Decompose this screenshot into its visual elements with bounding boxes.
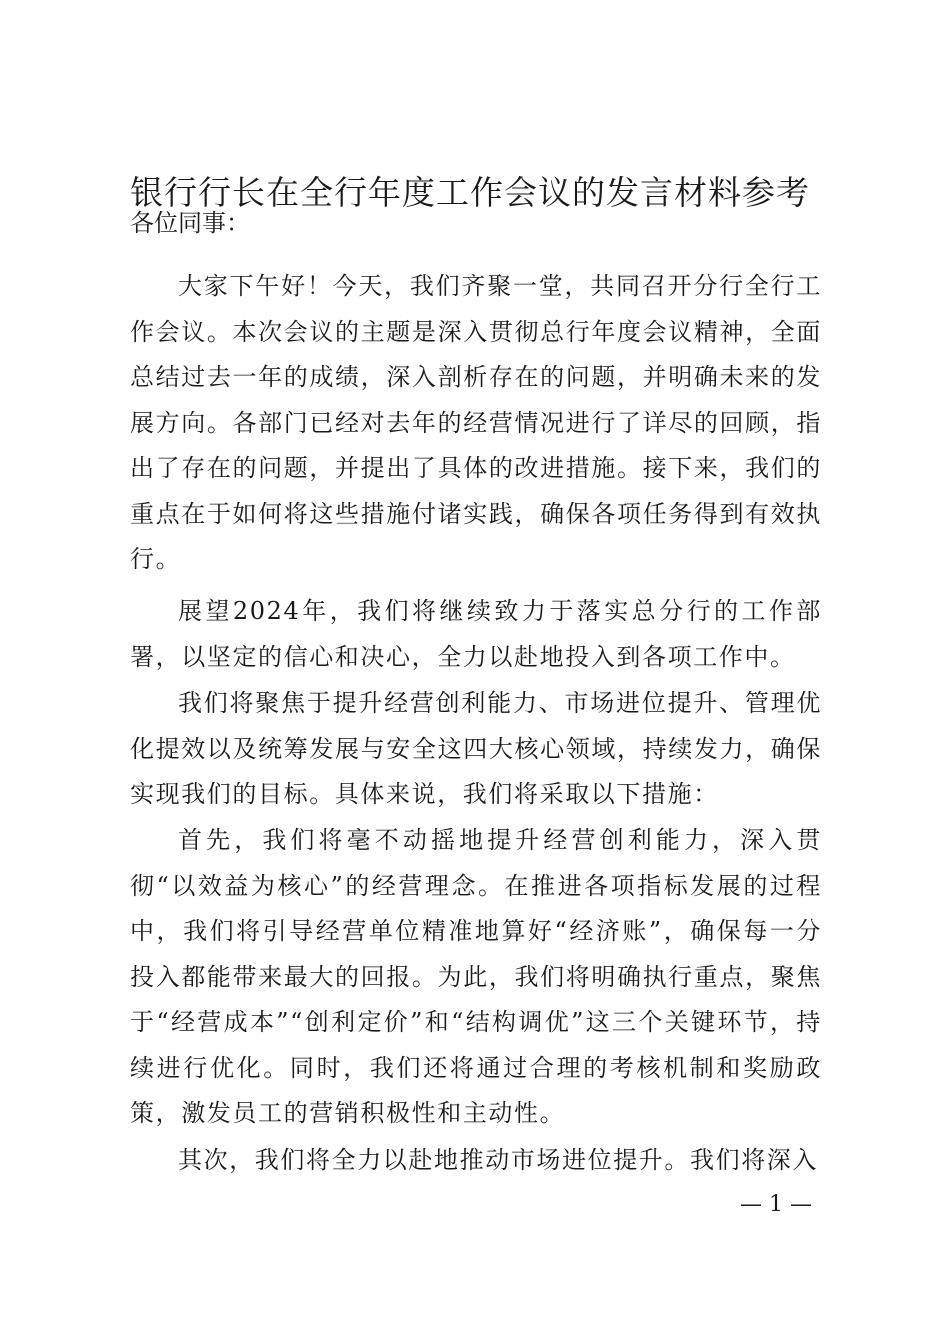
paragraph-outlook: 展望2024年，我们将继续致力于落实总分行的工作部署，以坚定的信心和决心，全力以赴地投入到各项工作中。 — [130, 597, 822, 671]
document-title: 银行行长在全行年度工作会议的发言材料参考 — [130, 173, 810, 212]
paragraph-opening: 大家下午好！今天，我们齐聚一堂，共同召开分行全行工作会议。本次会议的主题是深入贯彻总行年度会议精神，全面总结过去一年的成绩，深入剖析存在的问题，并明确未来的发展方向。各部门已经对去年的经营情况进行了详尽的回顾，指出了存在的问题，并提出了具体的改进措施。接下来，我们的重点在于如何将这些措施付诸实践，确保各项任务得到有效执行。 — [130, 272, 822, 573]
greeting: 各位同事： — [130, 209, 250, 237]
paragraph-first-measure: 首先，我们将毫不动摇地提升经营创利能力，深入贯彻“以效益为核心”的经营理念。在推进各项指标发展的过程中，我们将引导经营单位精准地算好“经济账”，确保每一分投入都能带来最大的回报。为此，我们将明确执行重点，聚焦于“经营成本”“创利定价”和“结构调优”这三个关键环节，持续进行优化。同时，我们还将通过合理的考核机制和奖励政策，激发员工的营销积极性和主动性。 — [130, 826, 822, 1127]
paragraph-second-measure: 其次，我们将全力以赴地推动市场进位提升。我们将深入 — [178, 1146, 818, 1174]
paragraph-focus-areas: 我们将聚焦于提升经营创利能力、市场进位提升、管理优化提效以及统筹发展与安全这四大核心领域，持续发力，确保实现我们的目标。具体来说，我们将采取以下措施： — [130, 689, 822, 808]
page-number: — 1 — — [740, 1192, 812, 1217]
